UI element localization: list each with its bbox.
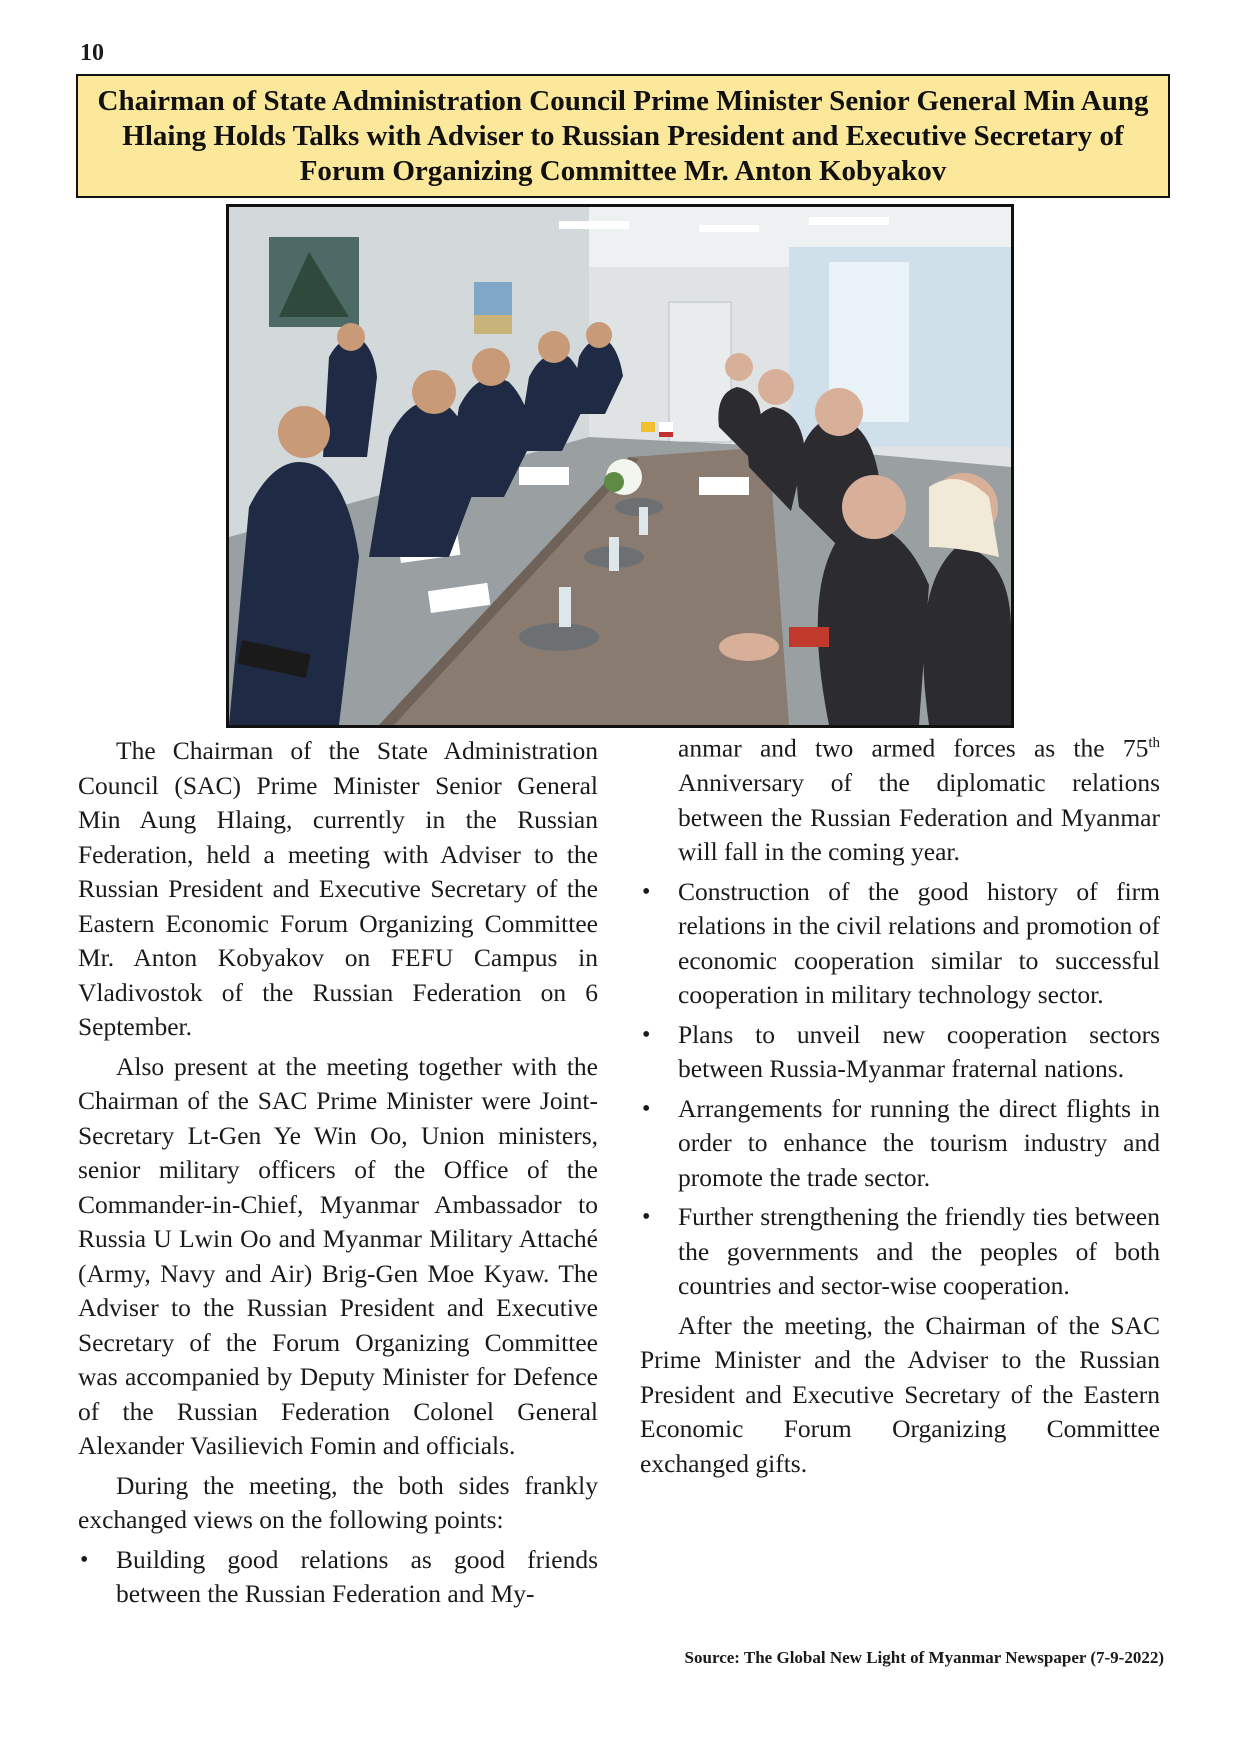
paragraph-attendees: Also present at the meeting together with the Chairman of the SAC Prime Minister were Joint-Secretary Lt-Gen Ye Win Oo, Union ministers, senior military officers of the Office of the Commander-in-Chief, Myanmar Ambassador to Russia U Lwin Oo and Myanmar Military Attaché (Army, Navy and Air) Brig-Gen Moe Kyaw. The Adviser to the Russian President and Executive Secretary of the Forum Organizing Committee was accompanied by Deputy Minister for Defence of the Russian Federation Colonel General Alexander Vasilievich Fomin and officials.: [78, 1051, 598, 1460]
right-column: [640, 734, 1160, 1486]
bullet-continuation-text: anmar and two armed forces as the 75: [678, 733, 1149, 763]
bullet-item: • Plans to unveil new cooperation sectors between Russia-Myanmar fraternal nations.: [640, 1018, 1160, 1087]
paragraph-closing: After the meeting, the Chairman of the SAC Prime Minister and the Adviser to the Russian President and Executive Secretary of the Eastern Economic Forum Organizing Committee exchanged gifts.: [640, 1310, 1160, 1478]
discussion-points: [640, 875, 1160, 1304]
bullet-item: • Arrangements for running the direct flights in order to enhance the tourism industry and promote the trade sector.: [640, 1092, 1160, 1196]
headline-box: [76, 74, 1170, 198]
ordinal-suffix: th: [1148, 735, 1160, 751]
headline: Chairman of State Administration Council Prime Minister Senior General Min Aung Hlaing Holds Talks with Adviser to Russian President and Executive Secretary of Forum Organizing Committee Mr. Anton Kobyakov: [97, 84, 1149, 187]
bullet-item: • Construction of the good history of firm relations in the civil relations and promotion of economic cooperation similar to successful cooperation in military technology sector.: [640, 875, 1160, 1013]
bullet-continuation: [640, 726, 1160, 870]
paragraph-discussion: During the meeting, the both sides frankly exchanged views on the following points:: [78, 1470, 598, 1534]
discussion-points-start: [78, 1543, 598, 1612]
source-credit: Source: The Global New Light of Myanmar Newspaper (7-9-2022): [684, 1648, 1164, 1667]
bullet-continuation-end: Anniversary of the diplomatic relations between the Russian Federation and Myanmar will fall in the coming year.: [678, 768, 1160, 866]
page-number: 10: [80, 40, 104, 66]
bullet-item: • Building good relations as good friends between the Russian Federation and My-: [78, 1543, 598, 1612]
meeting-photo-illustration: [229, 207, 1011, 725]
bullet-item: • Further strengthening the friendly ties between the governments and the peoples of both countries and sector-wise cooperation.: [640, 1200, 1160, 1304]
left-column: [78, 734, 598, 1617]
meeting-photo: [226, 204, 1014, 728]
paragraph-intro: The Chairman of the State Administration Council (SAC) Prime Minister Senior General Min Aung Hlaing, currently in the Russian Federation, held a meeting with Adviser to the Russian President and Executive Secretary of the Eastern Economic Forum Organizing Committee Mr. Anton Kobyakov on FEFU Campus in Vladivostok of the Russian Federation on 6 September.: [78, 736, 598, 1041]
